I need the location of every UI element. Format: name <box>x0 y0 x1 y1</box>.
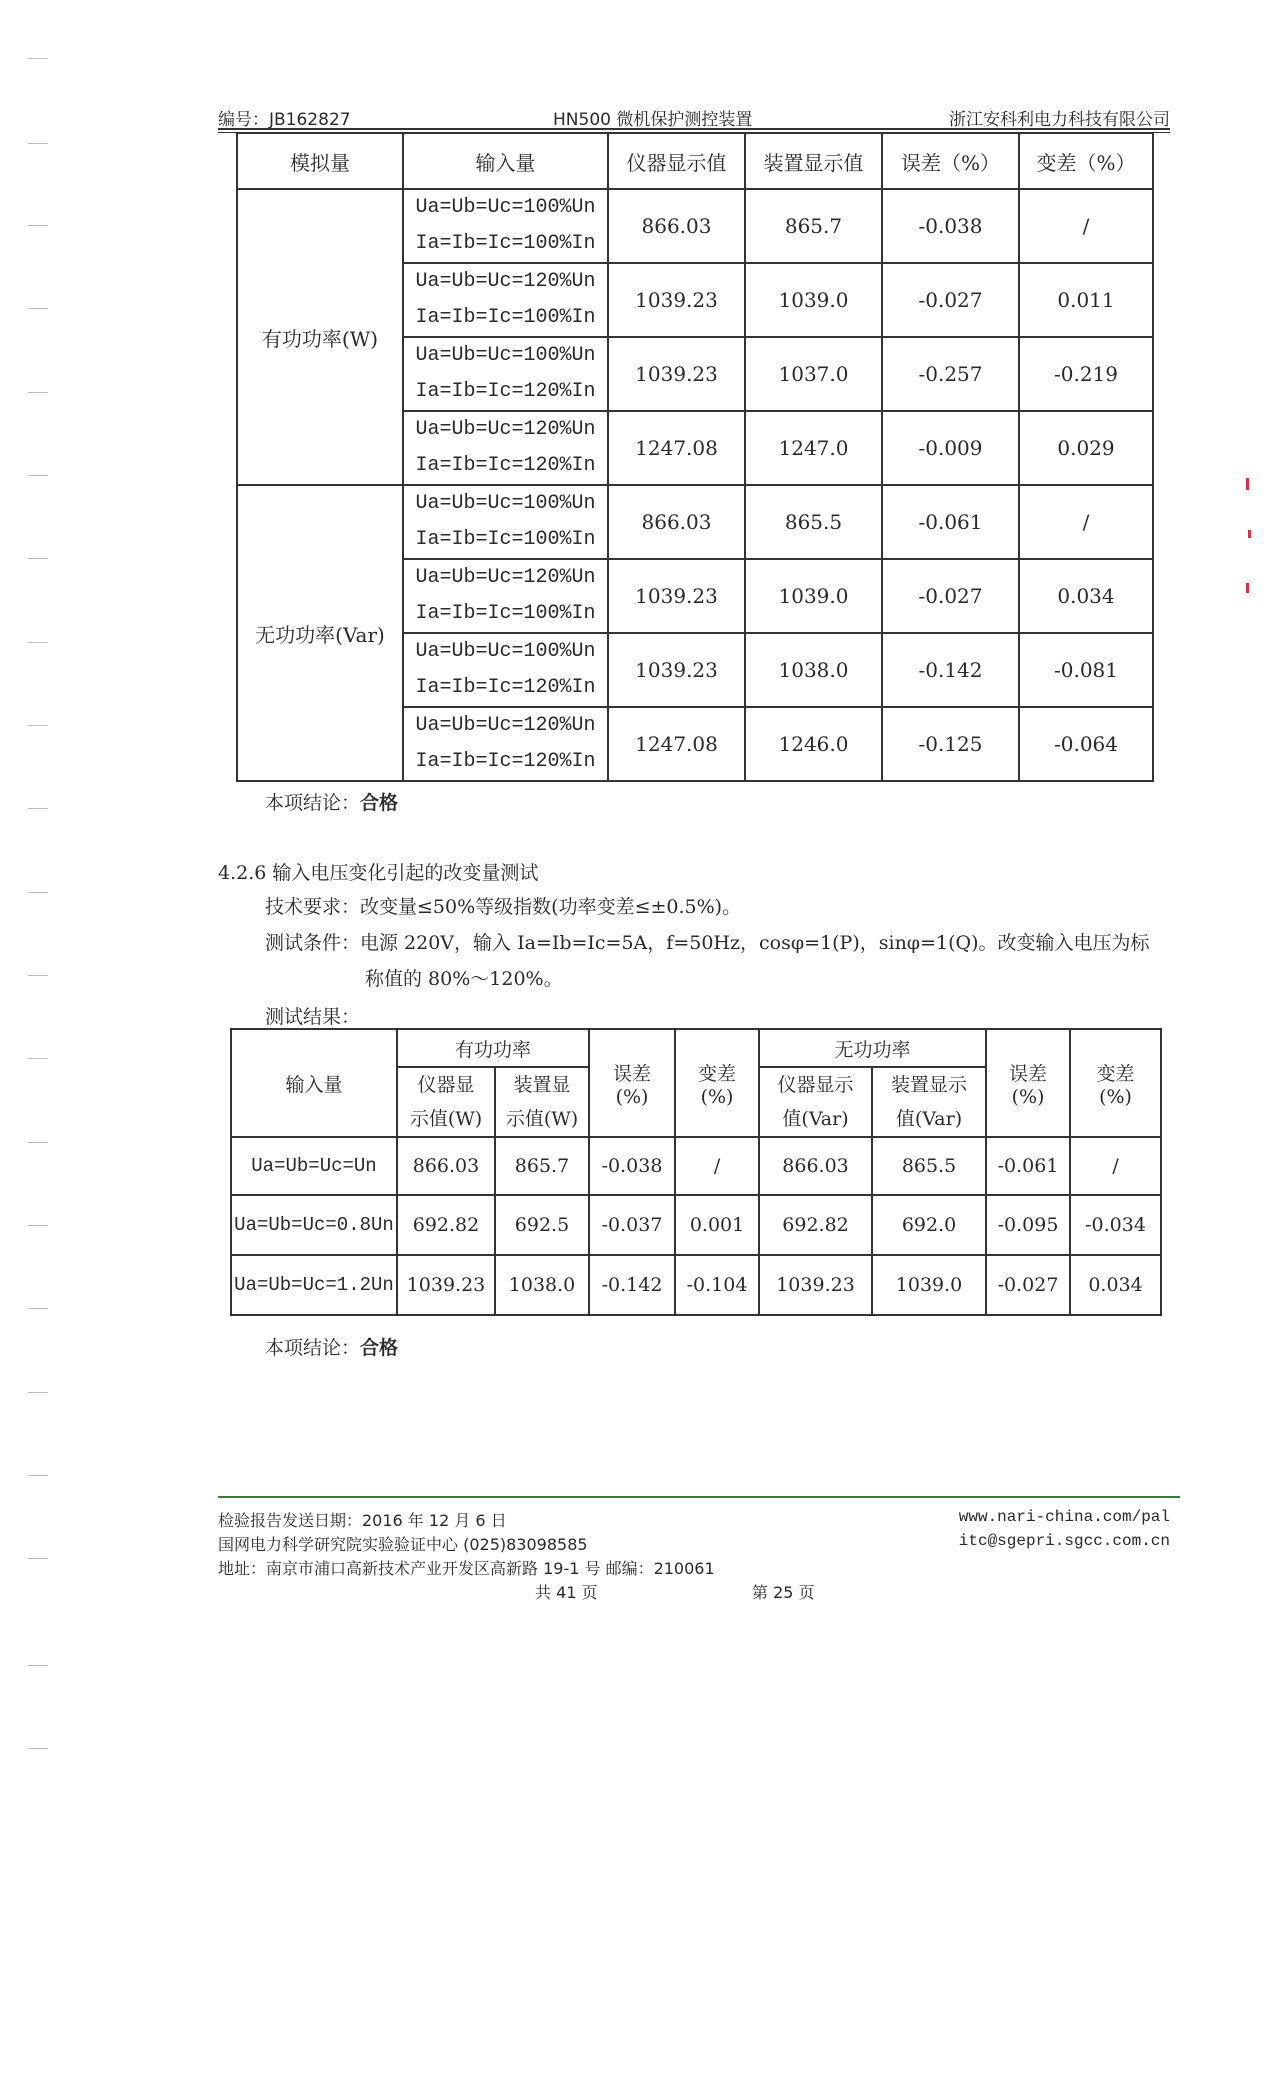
conclusion-1 <box>265 788 398 815</box>
input-cell: Ua=Ub=Uc=0.8Un <box>231 1195 397 1255</box>
error-value: -0.142 <box>882 633 1019 707</box>
error-value: -0.027 <box>882 263 1019 337</box>
header-line: 值(Var) <box>782 1108 849 1130</box>
header-line: 装置显 <box>513 1074 571 1096</box>
device-value: 1039.0 <box>745 559 882 633</box>
instrument-value: 1039.23 <box>608 559 745 633</box>
error-value: -0.125 <box>882 707 1019 781</box>
variation-value: -0.081 <box>1019 633 1153 707</box>
table-row <box>231 1195 1161 1255</box>
table-row <box>231 1137 1161 1195</box>
header-cell <box>759 1067 872 1137</box>
input-cell <box>403 485 608 559</box>
margin-tick <box>28 308 48 309</box>
q-device: 692.0 <box>872 1195 986 1255</box>
margin-tick <box>28 1142 48 1143</box>
instrument-value: 1247.08 <box>608 707 745 781</box>
input-cell: Ua=Ub=Uc=1.2Un <box>231 1255 397 1315</box>
conclusion-label: 本项结论： <box>265 792 361 814</box>
margin-tick <box>28 58 48 59</box>
p-instrument: 692.82 <box>397 1195 495 1255</box>
q-error: -0.095 <box>986 1195 1070 1255</box>
header-cell: 仪器显示值 <box>608 133 745 189</box>
device-value: 1247.0 <box>745 411 882 485</box>
voltage-variation-table <box>230 1028 1162 1316</box>
q-error: -0.061 <box>986 1137 1070 1195</box>
header-cell <box>495 1067 589 1137</box>
input-line: Ua=Ub=Uc=120%Un <box>415 566 596 589</box>
header-line: (%) <box>700 1085 734 1108</box>
scan-mark <box>1246 583 1249 593</box>
instrument-value: 1039.23 <box>608 337 745 411</box>
input-cell <box>403 337 608 411</box>
address: 地址：南京市浦口高新技术产业开发区高新路 19-1 号 邮编：210061 <box>218 1559 715 1578</box>
margin-tick <box>28 1225 48 1226</box>
input-cell <box>403 707 608 781</box>
variation-value: -0.219 <box>1019 337 1153 411</box>
p-instrument: 866.03 <box>397 1137 495 1195</box>
report-number: 编号：JB162827 <box>218 110 351 130</box>
company-name: 浙江安科利电力科技有限公司 <box>949 110 1170 130</box>
header-line: 值(Var) <box>895 1108 963 1130</box>
margin-tick <box>28 1392 48 1393</box>
institute: 国网电力科学研究院实验验证中心 (025)83098585 <box>218 1535 588 1554</box>
input-line: Ia=Ib=Ic=100%In <box>415 528 596 551</box>
table-row <box>237 485 1153 559</box>
margin-tick <box>28 143 48 144</box>
header-line: (%) <box>615 1085 649 1108</box>
input-line: Ua=Ub=Uc=100%Un <box>415 640 596 663</box>
q-variation: 0.034 <box>1070 1255 1161 1315</box>
variation-value: -0.064 <box>1019 707 1153 781</box>
header-line: 仪器显示 <box>777 1074 854 1096</box>
table-header-row <box>231 1029 1161 1067</box>
test-conditions-cont: 称值的 80%～120%。 <box>365 968 563 990</box>
input-line: Ua=Ub=Uc=120%Un <box>415 270 596 293</box>
input-line: Ia=Ib=Ic=100%In <box>415 306 596 329</box>
instrument-value: 866.03 <box>608 485 745 559</box>
device-value: 1246.0 <box>745 707 882 781</box>
header-cell: 输入量 <box>403 133 608 189</box>
p-variation: 0.001 <box>675 1195 759 1255</box>
variation-value: 0.011 <box>1019 263 1153 337</box>
margin-tick <box>28 892 48 893</box>
header-line: 误差 <box>613 1062 652 1085</box>
device-value: 865.7 <box>745 189 882 263</box>
header-cell <box>986 1029 1070 1137</box>
input-line: Ua=Ub=Uc=120%Un <box>415 418 596 441</box>
input-line: Ua=Ub=Uc=100%Un <box>415 344 596 367</box>
input-line: Ia=Ib=Ic=100%In <box>415 232 596 255</box>
device-value: 1039.0 <box>745 263 882 337</box>
q-instrument: 1039.23 <box>759 1255 872 1315</box>
header-cell <box>397 1067 495 1137</box>
input-line: Ia=Ib=Ic=120%In <box>415 676 596 699</box>
header-line: 仪器显 <box>417 1074 475 1096</box>
margin-tick <box>28 1308 48 1309</box>
input-cell: Ua=Ub=Uc=Un <box>231 1137 397 1195</box>
header-cell: 有功功率 <box>397 1029 589 1067</box>
header-cell <box>872 1067 986 1137</box>
q-device: 865.5 <box>872 1137 986 1195</box>
error-value: -0.257 <box>882 337 1019 411</box>
margin-tick <box>28 975 48 976</box>
header-cell: 装置显示值 <box>745 133 882 189</box>
error-value: -0.009 <box>882 411 1019 485</box>
p-variation: / <box>675 1137 759 1195</box>
input-cell <box>403 559 608 633</box>
input-cell <box>403 411 608 485</box>
results-label: 测试结果： <box>265 1006 361 1028</box>
device-value: 1038.0 <box>745 633 882 707</box>
header-cell <box>675 1029 759 1137</box>
margin-tick <box>28 1475 48 1476</box>
send-date: 检验报告发送日期：2016 年 12 月 6 日 <box>218 1511 507 1530</box>
header-line: 装置显示 <box>891 1074 968 1096</box>
header-line: (%) <box>1011 1085 1045 1108</box>
header-cell <box>1070 1029 1161 1137</box>
q-instrument: 692.82 <box>759 1195 872 1255</box>
margin-tick <box>28 1558 48 1559</box>
q-variation: -0.034 <box>1070 1195 1161 1255</box>
p-error: -0.038 <box>589 1137 675 1195</box>
header-cell: 无功功率 <box>759 1029 986 1067</box>
scan-mark <box>1246 478 1249 490</box>
header-line: 示值(W) <box>409 1108 483 1130</box>
instrument-value: 866.03 <box>608 189 745 263</box>
p-error: -0.142 <box>589 1255 675 1315</box>
p-instrument: 1039.23 <box>397 1255 495 1315</box>
group-label: 无功功率(Var) <box>237 485 403 781</box>
margin-tick <box>28 1058 48 1059</box>
header-cell <box>589 1029 675 1137</box>
instrument-value: 1039.23 <box>608 633 745 707</box>
margin-tick <box>28 808 48 809</box>
input-line: Ia=Ib=Ic=120%In <box>415 380 596 403</box>
device-value: 1037.0 <box>745 337 882 411</box>
header-line: (%) <box>1099 1085 1132 1108</box>
header-line: 变差 <box>698 1062 737 1085</box>
instrument-value: 1247.08 <box>608 411 745 485</box>
conclusion-2 <box>265 1333 398 1360</box>
email-link[interactable]: itc@sgepri.sgcc.com.cn <box>958 1532 1170 1550</box>
table-row <box>231 1255 1161 1315</box>
page-number: 第 25 页 <box>752 1583 815 1602</box>
header-line: 示值(W) <box>505 1108 579 1130</box>
footer-rule <box>218 1496 1180 1498</box>
device-title: HN500 微机保护测控装置 <box>553 110 753 130</box>
margin-tick <box>28 558 48 559</box>
conclusion-value: 合格 <box>360 1337 399 1359</box>
error-value: -0.038 <box>882 189 1019 263</box>
margin-tick <box>28 392 48 393</box>
input-cell <box>403 263 608 337</box>
input-line: Ua=Ub=Uc=100%Un <box>415 196 596 219</box>
margin-tick <box>28 225 48 226</box>
input-cell <box>403 189 608 263</box>
technical-requirement: 技术要求：改变量≤50%等级指数(功率变差≤±0.5%)。 <box>265 896 742 918</box>
input-cell <box>403 633 608 707</box>
variation-value: 0.029 <box>1019 411 1153 485</box>
margin-tick <box>28 725 48 726</box>
group-label: 有功功率(W) <box>237 189 403 485</box>
table-row <box>237 189 1153 263</box>
error-value: -0.027 <box>882 559 1019 633</box>
conclusion-label: 本项结论： <box>265 1337 361 1359</box>
scan-mark <box>1248 530 1251 538</box>
power-test-table <box>236 132 1154 782</box>
header-line: 误差 <box>1009 1062 1048 1085</box>
input-line: Ia=Ib=Ic=120%In <box>415 454 596 477</box>
test-conditions: 测试条件：电源 220V，输入 Ia=Ib=Ic=5A，f=50Hz，cosφ=1(P)，sinφ=1(Q)。改变输入电压为标 <box>265 932 1150 954</box>
q-variation: / <box>1070 1137 1161 1195</box>
section-title: 4.2.6 输入电压变化引起的改变量测试 <box>218 862 539 884</box>
error-value: -0.061 <box>882 485 1019 559</box>
header-cell: 输入量 <box>231 1029 397 1137</box>
input-line: Ia=Ib=Ic=100%In <box>415 602 596 625</box>
q-device: 1039.0 <box>872 1255 986 1315</box>
header-cell: 模拟量 <box>237 133 403 189</box>
margin-tick <box>28 475 48 476</box>
header-rule <box>218 128 1170 130</box>
header-line: 变差 <box>1096 1062 1135 1085</box>
header-cell: 误差（%） <box>882 133 1019 189</box>
q-error: -0.027 <box>986 1255 1070 1315</box>
margin-tick <box>28 1748 48 1749</box>
p-variation: -0.104 <box>675 1255 759 1315</box>
website-link[interactable]: www.nari-china.com/pal <box>958 1508 1170 1526</box>
variation-value: / <box>1019 189 1153 263</box>
table-header-row <box>237 133 1153 189</box>
p-error: -0.037 <box>589 1195 675 1255</box>
device-value: 865.5 <box>745 485 882 559</box>
header-cell: 变差（%） <box>1019 133 1153 189</box>
margin-tick <box>28 642 48 643</box>
conclusion-value: 合格 <box>360 792 399 814</box>
margin-tick <box>28 1665 48 1666</box>
total-pages: 共 41 页 <box>535 1583 598 1602</box>
input-line: Ia=Ib=Ic=120%In <box>415 750 596 773</box>
variation-value: / <box>1019 485 1153 559</box>
p-device: 865.7 <box>495 1137 589 1195</box>
p-device: 1038.0 <box>495 1255 589 1315</box>
instrument-value: 1039.23 <box>608 263 745 337</box>
p-device: 692.5 <box>495 1195 589 1255</box>
variation-value: 0.034 <box>1019 559 1153 633</box>
q-instrument: 866.03 <box>759 1137 872 1195</box>
input-line: Ua=Ub=Uc=120%Un <box>415 714 596 737</box>
input-line: Ua=Ub=Uc=100%Un <box>415 492 596 515</box>
